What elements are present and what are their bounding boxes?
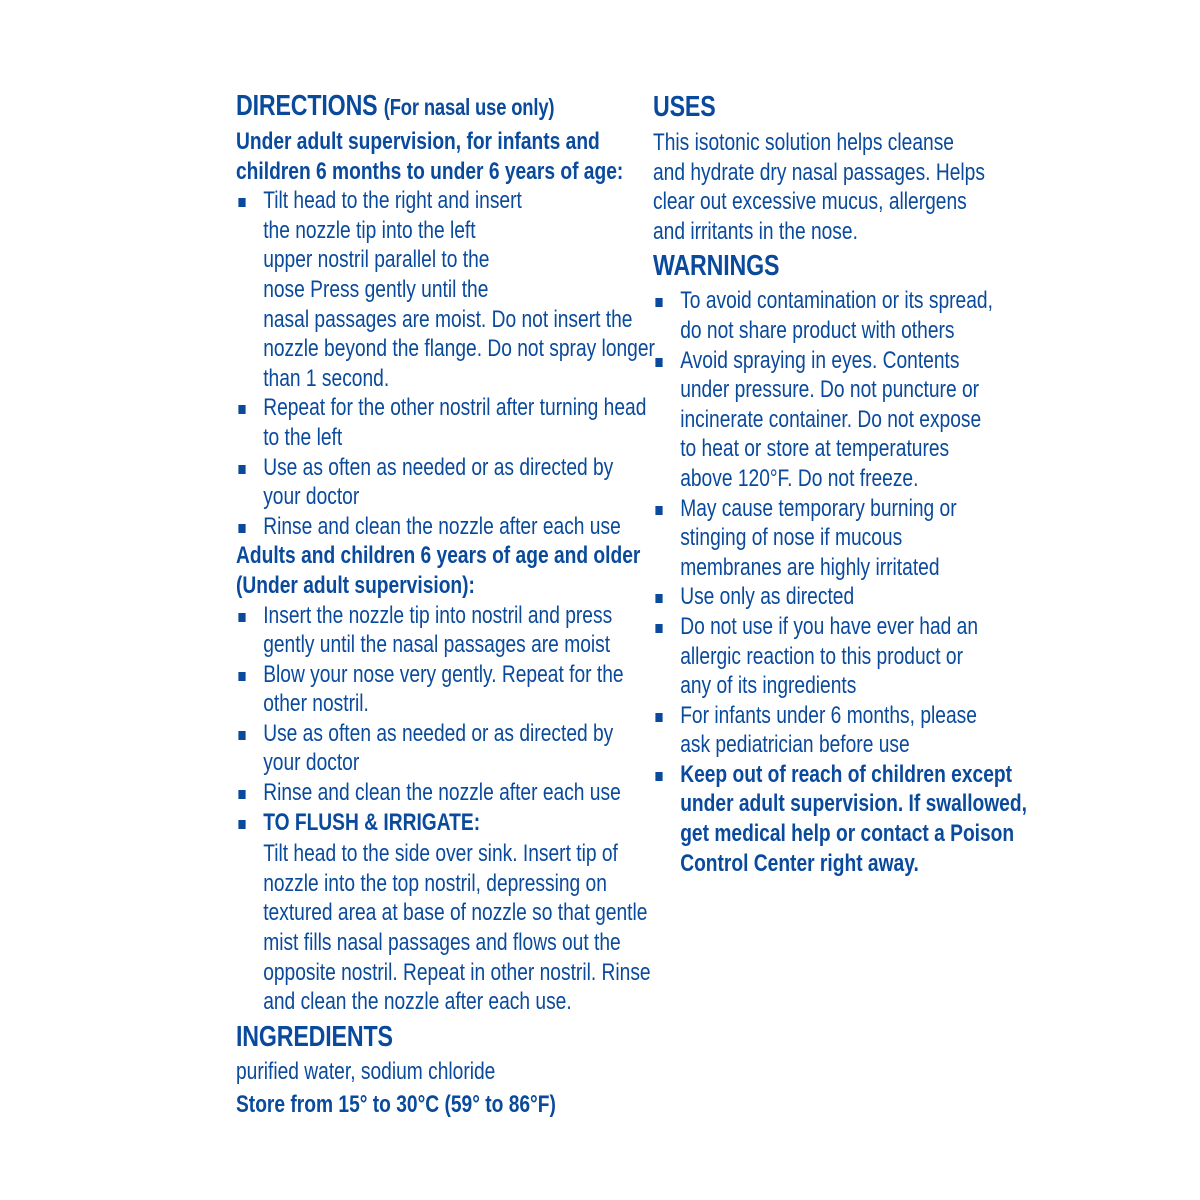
list-item-line: ask pediatrician before use [680,731,910,759]
adult-directions-list [236,601,636,808]
list-item-line: to the left [263,423,343,451]
list-item [236,186,655,393]
list-item-line: to heat or store at temperatures [680,435,950,463]
list-item-line: your doctor [263,483,360,511]
list-item-line: the nozzle tip into the left [263,216,476,244]
warnings-heading: WARNINGS [653,250,780,283]
directions-note: (For nasal use only) [383,94,555,120]
ingredients-heading: INGREDIENTS [236,1020,393,1053]
list-item-line: any of its ingredients [680,672,857,700]
list-item-line: get medical help or contact a Poison [680,820,1015,848]
list-item [236,778,636,808]
infant-directions-list [236,186,655,541]
list-item [653,494,983,583]
uses-line: and irritants in the nose. [653,217,858,245]
flush-list [236,808,651,1017]
left-column [236,86,655,1120]
list-item-line: Use only as directed [680,583,855,611]
warnings-list [653,286,1027,878]
list-item-line: gently until the nasal passages are moist [263,631,611,659]
list-item [236,601,636,660]
list-item-line: allergic reaction to this product or [680,642,964,670]
list-item-line: stinging of nose if mucous [680,524,903,552]
flush-line: and clean the nozzle after each use. [263,988,572,1016]
list-item [236,660,636,719]
flush-line: opposite nostril. Repeat in other nostril. Rinse [263,958,651,986]
flush-line: nozzle into the top nostril, depressing on [263,869,607,897]
adult-header-line: Adults and children 6 years of age and older [236,542,641,570]
list-item-line: May cause temporary burning or [680,494,957,522]
list-item-line: under pressure. Do not puncture or [680,376,980,404]
list-item-line: Use as often as needed or as directed by [263,453,614,481]
ingredients-text: purified water, sodium chloride [236,1057,496,1085]
list-item-line: Control Center right away. [680,849,919,877]
list-item-line: than 1 second. [263,364,390,392]
list-item-line: your doctor [263,749,360,777]
list-item-line: nasal passages are moist. Do not insert the [263,305,633,333]
list-item-line: other nostril. [263,690,369,718]
adult-header-line: (Under adult supervision): [236,571,475,599]
flush-line: textured area at base of nozzle so that gentle [263,899,648,927]
list-item-line: Rinse and clean the nozzle after each use [263,779,621,807]
list-item-line: under adult supervision. If swallowed, [680,790,1027,818]
uses-line: and hydrate dry nasal passages. Helps [653,158,985,186]
list-item-line: Avoid spraying in eyes. Contents [680,346,960,374]
list-item-line: do not share product with others [680,316,955,344]
list-item-line: For infants under 6 months, please [680,701,977,729]
list-item [653,582,983,612]
list-item-line: nozzle beyond the flange. Do not spray longer [263,335,655,363]
uses-heading: USES [653,91,716,123]
list-item-line: Insert the nozzle tip into nostril and press [263,601,613,629]
infant-header-line: children 6 months to under 6 years of age: [236,157,624,185]
uses-line: clear out excessive mucus, allergens [653,188,967,216]
list-item [236,808,651,1017]
list-item [653,286,993,345]
list-item [236,512,636,542]
directions-title: DIRECTIONS [236,90,378,122]
flush-line: mist fills nasal passages and flows out the [263,929,621,957]
list-item [653,701,983,760]
list-item-line: above 120°F. Do not freeze. [680,464,919,492]
list-item-line: Use as often as needed or as directed by [263,719,614,747]
list-item [653,612,983,701]
list-item-line: Tilt head to the right and insert [263,187,522,215]
flush-line: Tilt head to the side over sink. Insert tip of [263,840,618,868]
flush-title: TO FLUSH & IRRIGATE: [263,808,481,836]
list-item-line: Do not use if you have ever had an [680,612,978,640]
list-item [653,346,983,494]
list-item [236,719,636,778]
list-item-line: Repeat for the other nostril after turning head [263,394,647,422]
list-item-line: membranes are highly irritated [680,553,940,581]
list-item [653,760,1027,878]
list-item-line: To avoid contamination or its spread, [680,287,993,315]
list-item-line: incinerate container. Do not expose [680,405,982,433]
right-column [653,86,1027,878]
infant-header-line: Under adult supervision, for infants and [236,128,600,155]
list-item-line: nose Press gently until the [263,275,489,303]
list-item-line: Keep out of reach of children except [680,760,1012,788]
list-item-line: Rinse and clean the nozzle after each use [263,512,621,540]
list-item-line: upper nostril parallel to the [263,246,490,274]
storage-text: Store from 15° to 30°C (59° to 86°F) [236,1091,556,1119]
list-item [236,393,647,452]
list-item [236,453,636,512]
uses-line: This isotonic solution helps cleanse [653,129,954,156]
list-item-line: Blow your nose very gently. Repeat for the [263,660,624,688]
directions-heading [236,86,636,127]
